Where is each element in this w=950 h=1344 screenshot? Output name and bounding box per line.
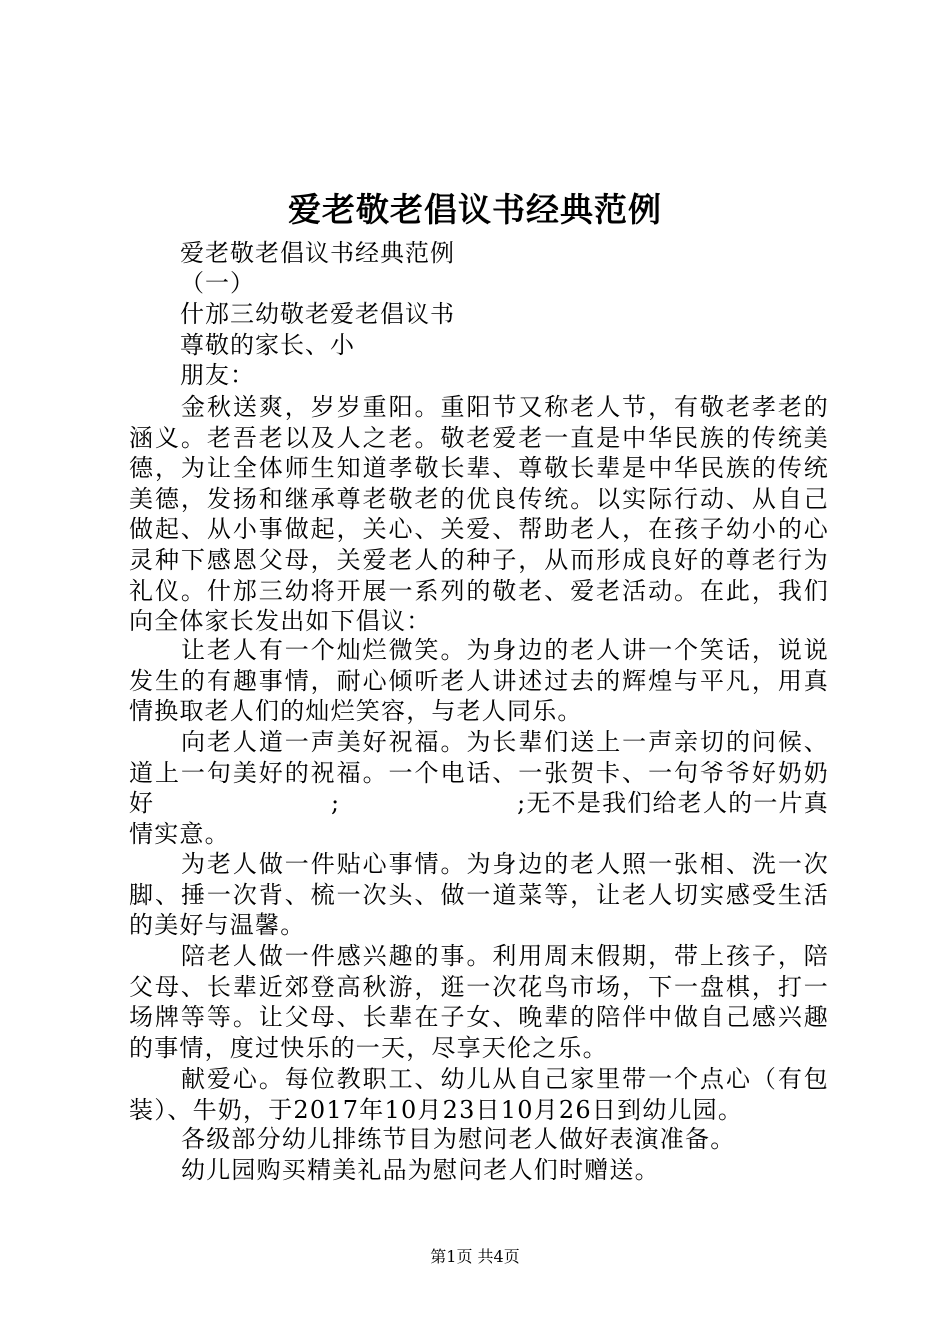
paragraph-gifts: 幼儿园购买精美礼品为慰问老人们时赠送。 — [181, 1156, 660, 1184]
subtitle-line: 爱老敬老倡议书经典范例 — [180, 239, 455, 267]
section-number: （一） — [180, 269, 255, 297]
salutation-line-1: 尊敬的家长、小 — [180, 331, 355, 359]
paragraph-blessing: 向老人道一声美好祝福。为长辈们送上一声亲切的问候、道上一句美好的祝福。一个电话、一张贺卡、一句爷爷好奶奶好 ; ;无不是我们给老人的一片真情实意。 — [129, 728, 829, 848]
paragraph-care: 为老人做一件贴心事情。为身边的老人照一张相、洗一次脚、捶一次背、梳一次头、做一道菜等，让老人切实感受生活的美好与温馨。 — [129, 850, 829, 940]
proposal-heading: 什邡三幼敬老爱老倡议书 — [180, 300, 455, 328]
paragraph-rehearsal: 各级部分幼儿排练节目为慰问老人做好表演准备。 — [181, 1125, 736, 1153]
page-footer: 第1页 共4页 — [430, 1247, 520, 1266]
paragraph-donation: 献爱心。每位教职工、幼儿从自己家里带一个点心（有包装）、牛奶，于2017年10月23日10月26日到幼儿园。 — [129, 1065, 829, 1124]
salutation-line-2: 朋友： — [180, 361, 255, 389]
paragraph-smile: 让老人有一个灿烂微笑。为身边的老人讲一个笑话，说说发生的有趣事情，耐心倾听老人讲述过去的辉煌与平凡，用真情换取老人们的灿烂笑容，与老人同乐。 — [129, 636, 829, 726]
paragraph-intro: 金秋送爽，岁岁重阳。重阳节又称老人节，有敬老孝老的涵义。老吾老以及人之老。敬老爱老一直是中华民族的传统美德，为让全体师生知道孝敬长辈、尊敬长辈是中华民族的传统美德，发扬和继承尊老敬老的优良传统。以实际行动、从自己做起、从小事做起，关心、关爱、帮助老人，在孩子幼小的心灵种下感恩父母，关爱老人的种子，从而形成良好的尊老行为礼仪。什邡三幼将开展一系列的敬老、爱老活动。在此，我们向全体家长发出如下倡议： — [129, 393, 829, 636]
paragraph-activity: 陪老人做一件感兴趣的事。利用周末假期，带上孩子，陪父母、长辈近郊登高秋游，逛一次花鸟市场，下一盘棋，打一场牌等等。让父母、长辈在子女、晚辈的陪伴中做自己感兴趣的事情，度过快乐的一天，尽享天伦之乐。 — [129, 942, 829, 1062]
document-title: 爱老敬老倡议书经典范例 — [288, 190, 662, 229]
